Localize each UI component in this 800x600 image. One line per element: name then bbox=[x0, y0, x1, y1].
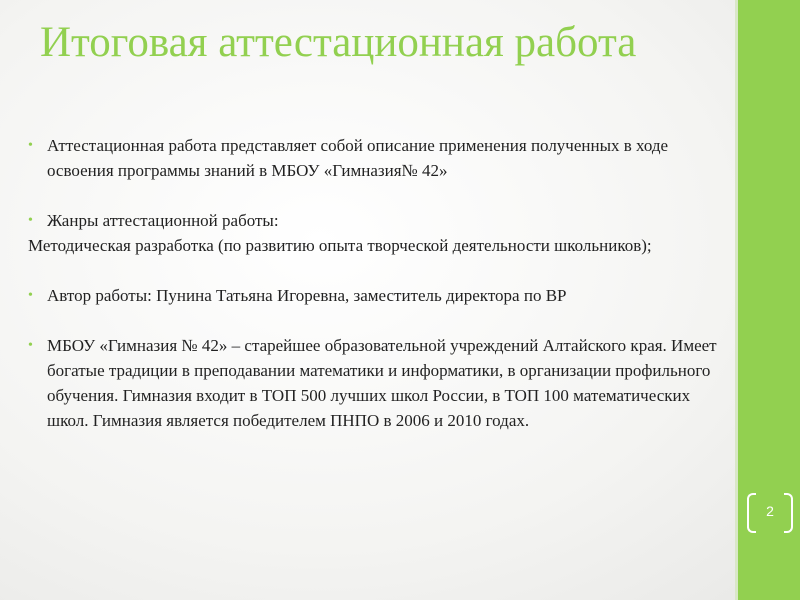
author-text: Автор работы: Пунина Татьяна Игоревна, заместитель директора по ВР bbox=[47, 286, 567, 305]
bullet-icon: • bbox=[28, 288, 33, 303]
slide-title: Итоговая аттестационная работа bbox=[40, 19, 637, 66]
genre-text: Методическая разработка (по развитию опыта творческой деятельности школьников); bbox=[28, 236, 652, 255]
bullet-text: Жанры аттестационной работы: bbox=[47, 211, 279, 230]
school-info-text: МБОУ «Гимназия № 42» – старейшее образовательной учреждений Алтайского края. Имеет богатые традиции в преподавании математики и информатики, в организации профильного обучения. Гимназия входит в ТОП 500 лучших школ России, в ТОП 100 математических школ. Гимназия является победителем ПНПО в 2006 и 2010 годах. bbox=[47, 336, 717, 430]
bullet-item bbox=[28, 208, 728, 233]
bullet-item bbox=[28, 333, 728, 433]
bullet-icon: • bbox=[28, 138, 33, 153]
bullet-icon: • bbox=[28, 338, 33, 353]
slide-body bbox=[28, 133, 728, 433]
bullet-item bbox=[28, 133, 728, 183]
bullet-icon: • bbox=[28, 213, 33, 228]
page-number-badge bbox=[747, 493, 793, 531]
page-number: 2 bbox=[766, 503, 774, 519]
bullet-item bbox=[28, 283, 728, 308]
bullet-text: Аттестационная работа представляет собой описание применения полученных в ходе освоения программы знаний в МБОУ «Гимназия№ 42» bbox=[47, 136, 669, 180]
